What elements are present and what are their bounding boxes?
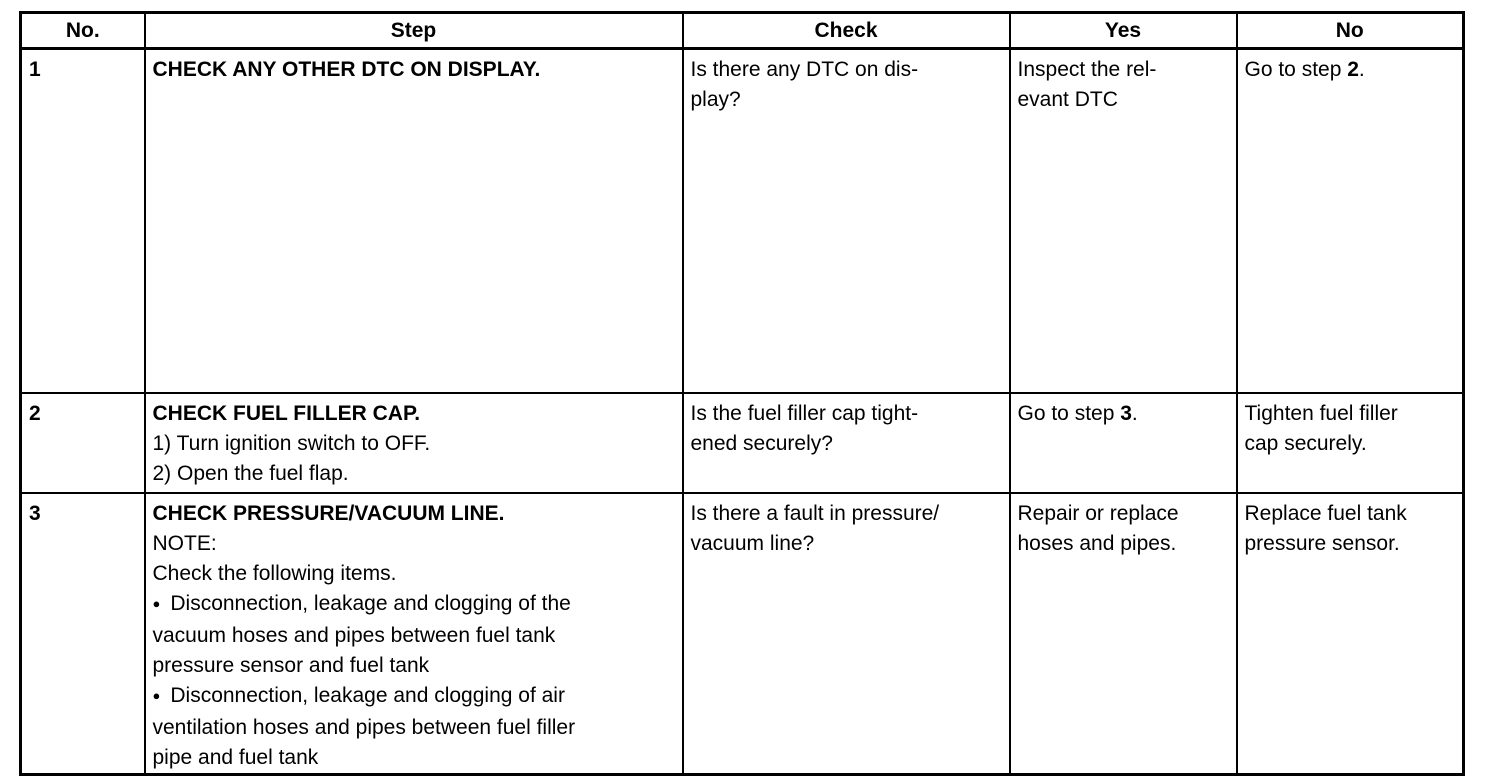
step-title: CHECK FUEL FILLER CAP. [152, 402, 421, 425]
check-line: Is the fuel filler cap tight- [690, 402, 919, 425]
header-no-answer: No [1237, 13, 1464, 49]
step-number: 2 [21, 393, 145, 493]
step-line: Check the following items. [152, 562, 397, 585]
header-row [21, 13, 1464, 49]
header-check: Check [683, 13, 1010, 49]
no-cell [1237, 393, 1464, 493]
header-no: No. [21, 13, 145, 49]
no-prefix: Go to step [1244, 58, 1348, 81]
no-step-ref: 2 [1347, 58, 1359, 81]
note-label: NOTE: [152, 532, 217, 555]
yes-step-ref: 3 [1120, 402, 1132, 425]
table-row [21, 493, 1464, 775]
header-yes: Yes [1010, 13, 1237, 49]
step-line: 1) Turn ignition switch to OFF. [152, 432, 431, 455]
check-line: vacuum line? [690, 532, 815, 555]
no-line: pressure sensor. [1244, 532, 1400, 555]
step-cell [145, 49, 683, 394]
bullet-item: ● Disconnection, leakage and clogging of the [153, 589, 675, 621]
table-row [21, 49, 1464, 394]
step-cell [145, 393, 683, 493]
step-title: CHECK ANY OTHER DTC ON DISPLAY. [152, 58, 541, 81]
bullet-continuation: pipe and fuel tank [152, 746, 319, 769]
no-line: cap securely. [1244, 432, 1367, 455]
check-cell [683, 493, 1010, 775]
bullet-continuation: pressure sensor and fuel tank [152, 654, 430, 677]
yes-suffix: . [1131, 402, 1138, 425]
no-line: Replace fuel tank [1244, 502, 1407, 525]
bullet-continuation: vacuum hoses and pipes between fuel tank [152, 624, 556, 647]
check-cell [683, 393, 1010, 493]
check-line: ened securely? [690, 432, 833, 455]
yes-cell [1010, 49, 1237, 394]
no-suffix: . [1358, 58, 1365, 81]
no-cell [1237, 49, 1464, 394]
step-line: 2) Open the fuel flap. [152, 462, 349, 485]
check-line: Is there a fault in pressure/ [690, 502, 940, 525]
bullet-continuation: ventilation hoses and pipes between fuel filler [152, 716, 576, 739]
yes-line: Repair or replace [1017, 502, 1179, 525]
check-line: play? [690, 88, 741, 111]
yes-cell [1010, 393, 1237, 493]
header-step: Step [145, 13, 683, 49]
no-cell [1237, 493, 1464, 775]
yes-prefix: Go to step [1017, 402, 1121, 425]
yes-line: Inspect the rel- [1017, 58, 1157, 81]
no-line: Tighten fuel filler [1244, 402, 1398, 425]
yes-line: hoses and pipes. [1017, 532, 1177, 555]
bullet-item: ● Disconnection, leakage and clogging of air [153, 681, 675, 713]
check-cell [683, 49, 1010, 394]
step-cell [145, 493, 683, 775]
yes-line: evant DTC [1017, 88, 1118, 111]
table-row [21, 393, 1464, 493]
step-number: 1 [21, 49, 145, 394]
step-number: 3 [21, 493, 145, 775]
yes-cell [1010, 493, 1237, 775]
step-title: CHECK PRESSURE/VACUUM LINE. [152, 502, 505, 525]
check-line: Is there any DTC on dis- [690, 58, 919, 81]
diagnostic-table [19, 11, 1465, 776]
